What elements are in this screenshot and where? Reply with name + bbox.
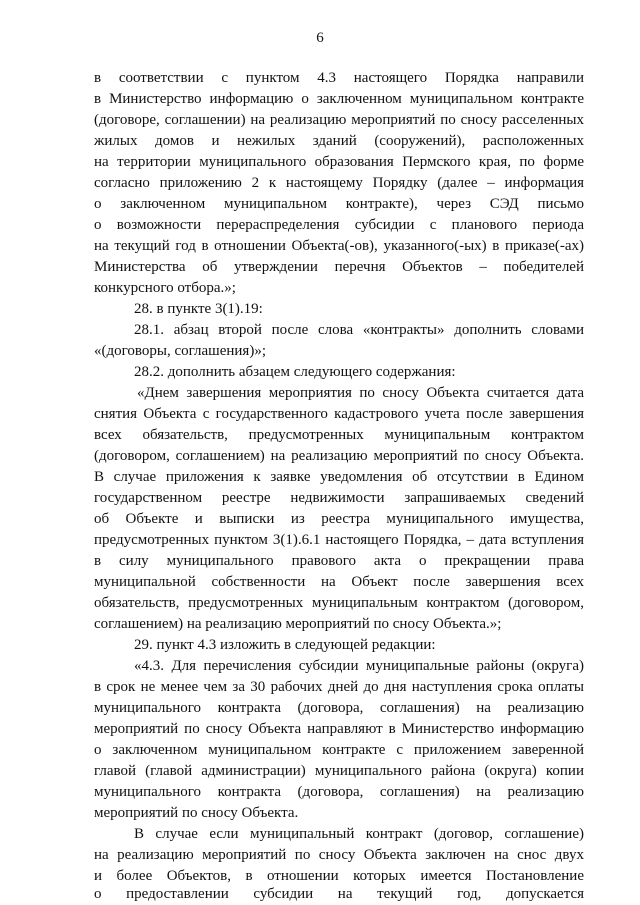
text-line: на территории муниципального образования Пермского края, по форме <box>94 154 584 170</box>
text-line: в соответствии с пунктом 4.3 настоящего Порядка направили <box>94 70 584 86</box>
text-line: в силу муниципального правового акта о прекращении права <box>94 553 584 569</box>
text-line: соглашением) на реализацию мероприятий по сносу Объекта.»; <box>94 616 502 632</box>
text-line: (договоре, соглашении) на реализацию мероприятий по сносу расселенных <box>94 112 584 128</box>
text-line: государственном реестре недвижимости запрашиваемых сведений <box>94 490 584 506</box>
text-line: муниципального контракта (договора, соглашения) на реализацию <box>94 700 584 716</box>
text-line: жилых домов и нежилых зданий (сооружений), расположенных <box>94 133 584 149</box>
text-line: предусмотренных пунктом 3(1).6.1 настоящего Порядка, – дата вступления <box>94 532 584 548</box>
text-line: муниципальной собственности на Объект после завершения всех <box>94 574 584 590</box>
text-line: «4.3. Для перечисления субсидии муниципальные районы (округа) <box>134 658 584 674</box>
text-line: 28.1. абзац второй после слова «контракты» дополнить словами <box>134 322 584 338</box>
text-line: на реализацию мероприятий по сносу Объекта заключен на снос двух <box>94 847 584 863</box>
text-line: обязательств, предусмотренных муниципальным контрактом (договором, <box>94 595 584 611</box>
text-line: снятия Объекта с государственного кадастрового учета после завершения <box>94 406 584 422</box>
text-line: о заключенном муниципальном контракте с приложением заверенной <box>94 742 584 758</box>
text-line: в Министерство информацию о заключенном муниципальном контракте <box>94 91 584 107</box>
text-line: мероприятий по сносу Объекта. <box>94 805 299 821</box>
text-line: муниципального контракта (договора, соглашения) на реализацию <box>94 784 584 800</box>
page-number: 6 <box>316 30 324 46</box>
text-line: «(договоры, соглашения)»; <box>94 343 266 359</box>
text-line: и более Объектов, в отношении которых имеется Постановление <box>94 868 584 884</box>
text-line: мероприятий по сносу Объекта направляют в Министерство информацию <box>94 721 584 737</box>
text-line: о возможности перераспределения субсидии с планового периода <box>94 217 584 233</box>
text-line: об Объекте и выписки из реестра муниципального имущества, <box>94 511 584 527</box>
text-line: «Днем завершения мероприятия по сносу Объекта считается дата <box>137 385 584 401</box>
text-line: 29. пункт 4.3 изложить в следующей редакции: <box>134 637 436 653</box>
text-line: в срок не менее чем за 30 рабочих дней до дня наступления срока оплаты <box>94 679 584 695</box>
text-line: 28. в пункте 3(1).19: <box>134 301 263 317</box>
text-line: о заключенном муниципальном контракте), через СЭД письмо <box>94 196 584 212</box>
text-line: Министерства об утверждении перечня Объектов – победителей <box>94 259 584 275</box>
text-line: всех обязательств, предусмотренных муниципальным контрактом <box>94 427 584 443</box>
text-line: В случае если муниципальный контракт (договор, соглашение) <box>134 826 584 842</box>
text-line: согласно приложению 2 к настоящему Порядку (далее – информация <box>94 175 584 191</box>
text-line: конкурсного отбора.»; <box>94 280 236 296</box>
text-line: на текущий год в отношении Объекта(-ов), указанного(-ых) в приказе(-ах) <box>94 238 584 254</box>
text-line: о предоставлении субсидии на текущий год, допускается <box>94 886 584 902</box>
text-line: (договором, соглашением) на реализацию мероприятий по сносу Объекта. <box>94 448 584 464</box>
text-line: главой (главой администрации) муниципального района (округа) копии <box>94 763 584 779</box>
text-line: В случае приложения к заявке уведомления об отсутствии в Едином <box>94 469 584 485</box>
text-line: 28.2. дополнить абзацем следующего содержания: <box>134 364 456 380</box>
